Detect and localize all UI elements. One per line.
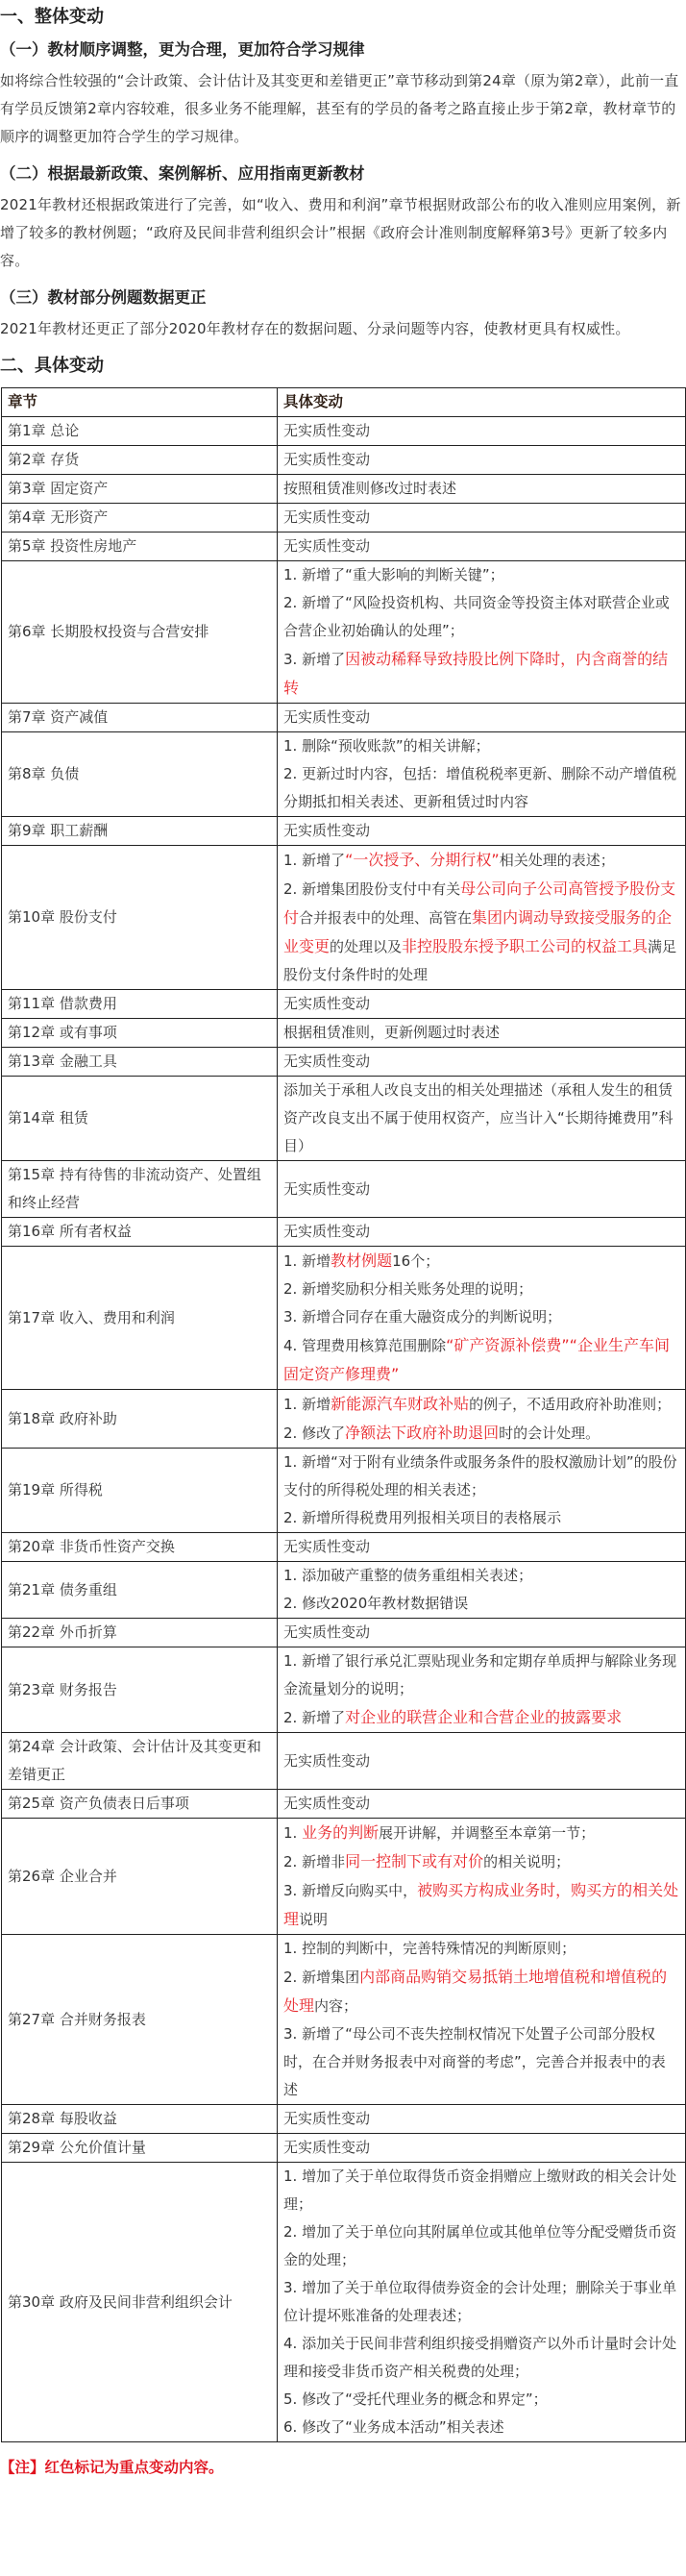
change-text: 3. 新增反向购买中， — [283, 1882, 418, 1899]
change-cell — [278, 1449, 686, 1533]
change-text: 说明 — [299, 1911, 329, 1928]
change-text: 2. 新增了 — [283, 1709, 346, 1726]
change-text: 无实质性变动 — [283, 2110, 371, 2127]
change-item — [283, 1876, 679, 1934]
table-row — [2, 1161, 686, 1218]
subsection-2-body: 2021年教材还根据政策进行了完善，如“收入、费用和利润”章节根据财政部公布的收入准则应用案例，新增了较多的教材例题；“政府及民间非营利组织会计”根据《政府会计准则制度解释第3号》更新了较多内容。 — [0, 196, 681, 269]
change-item — [283, 2330, 679, 2386]
chapter-cell: 第22章 外币折算 — [2, 1619, 278, 1647]
change-text: 2. 新增集团股份支付中有关 — [283, 880, 461, 898]
change-item — [283, 1935, 679, 1963]
change-text: 2. 新增所得税费用列报相关项目的表格展示 — [283, 1509, 562, 1526]
chapter-cell: 第4章 无形资产 — [2, 504, 278, 533]
change-cell — [278, 1161, 686, 1218]
change-text: 的处理以及 — [330, 938, 403, 955]
chapter-cell: 第3章 固定资产 — [2, 475, 278, 504]
change-item — [283, 1419, 679, 1448]
chapter-cell: 第20章 非货币性资产交换 — [2, 1533, 278, 1562]
change-cell — [278, 2105, 686, 2134]
chapter-cell: 第24章 会计政策、会计估计及其变更和差错更正 — [2, 1733, 278, 1790]
change-item — [283, 1449, 679, 1504]
change-item — [283, 1276, 679, 1303]
change-text: 2. 修改2020年教材数据错误 — [283, 1595, 469, 1612]
table-row — [2, 533, 686, 561]
change-item — [283, 1077, 679, 1160]
subsection-3-title: （三）教材部分例题数据更正 — [0, 288, 207, 307]
table-row — [2, 504, 686, 533]
change-item — [283, 1562, 679, 1590]
change-text: 3. 新增了“母公司不丧失控制权情况下处置子公司部分股权时，在合并财务报表中对商誉的考虑”，完善合并报表中的表述 — [283, 2025, 666, 2098]
change-text: 的例子，不适用政府补助准则； — [469, 1396, 672, 1413]
change-item — [283, 1703, 679, 1732]
change-item — [283, 1504, 679, 1532]
chapter-cell: 第28章 每股收益 — [2, 2105, 278, 2134]
change-cell — [278, 1533, 686, 1562]
table-row — [2, 704, 686, 732]
chapter-cell: 第6章 长期股权投资与合营安排 — [2, 561, 278, 704]
change-text: 1. 新增“对于附有业绩条件或服务条件的股权激励计划”的股份支付的所得税处理的相关表述； — [283, 1453, 677, 1499]
change-text: 无实质性变动 — [283, 1223, 371, 1240]
table-row — [2, 1077, 686, 1161]
change-item — [283, 2105, 679, 2133]
change-cell — [278, 1935, 686, 2105]
change-item — [283, 1819, 679, 1847]
table-row — [2, 2134, 686, 2163]
change-text: 16个； — [392, 1252, 440, 1270]
table-row — [2, 990, 686, 1019]
change-cell — [278, 990, 686, 1019]
change-cell — [278, 446, 686, 475]
chapter-cell: 第25章 资产负债表日后事项 — [2, 1790, 278, 1819]
change-cell — [278, 1077, 686, 1161]
change-cell — [278, 704, 686, 732]
change-item — [283, 1176, 679, 1203]
table-row — [2, 2105, 686, 2134]
table-row — [2, 2163, 686, 2442]
highlighted-change-text: 非控股股东授予职工公司的权益工具 — [402, 937, 649, 955]
chapter-cell: 第14章 租赁 — [2, 1077, 278, 1161]
change-item — [283, 1747, 679, 1775]
change-item — [283, 2163, 679, 2218]
chapter-cell: 第5章 投资性房地产 — [2, 533, 278, 561]
header-changes: 具体变动 — [278, 388, 686, 417]
change-cell — [278, 504, 686, 533]
change-item — [283, 1619, 679, 1647]
change-cell — [278, 533, 686, 561]
table-row — [2, 1449, 686, 1533]
change-item — [283, 1303, 679, 1331]
header-chapter: 章节 — [2, 388, 278, 417]
change-text: 4. 管理费用核算范围删除 — [283, 1337, 447, 1354]
highlighted-change-text: 因被动稀释导致持股比例下降时，内含商誉的结转 — [283, 650, 669, 697]
change-item — [283, 1247, 679, 1276]
change-cell — [278, 817, 686, 846]
change-text: 的相关说明； — [483, 1853, 571, 1870]
change-text: 无实质性变动 — [283, 822, 371, 839]
chapter-cell: 第23章 财务报告 — [2, 1647, 278, 1733]
chapter-cell: 第2章 存货 — [2, 446, 278, 475]
change-text: 根据租赁准则，更新例题过时表述 — [283, 1024, 501, 1041]
table-row — [2, 1019, 686, 1048]
change-text: 合并报表中的处理、高管在 — [299, 909, 473, 927]
chapter-cell: 第30章 政府及民间非营利组织会计 — [2, 2163, 278, 2442]
change-text: 1. 增加了关于单位取得货币资金捐赠应上缴财政的相关会计处理； — [283, 2167, 677, 2213]
table-row — [2, 1218, 686, 1247]
table-row — [2, 1790, 686, 1819]
chapter-cell: 第29章 公允价值计量 — [2, 2134, 278, 2163]
highlighted-change-text: 内部商品购销交易抵销土地增值税和增值税的处理 — [283, 1968, 668, 2015]
highlighted-change-text: 母公司向子公司高管授予股份支付 — [283, 879, 676, 927]
table-row — [2, 1247, 686, 1390]
change-text: 无实质性变动 — [283, 995, 371, 1012]
chapter-cell: 第18章 政府补助 — [2, 1390, 278, 1449]
chapter-cell: 第12章 或有事项 — [2, 1019, 278, 1048]
change-item — [283, 1019, 679, 1047]
highlighted-change-text: 业务的判断 — [302, 1823, 380, 1842]
change-cell — [278, 561, 686, 704]
chapter-cell: 第19章 所得税 — [2, 1449, 278, 1533]
table-row — [2, 1048, 686, 1077]
change-item — [283, 760, 679, 816]
change-text: 4. 添加关于民间非营利组织接受捐赠资产以外币计量时会计处理和接受非货币资产相关税费的处理； — [283, 2335, 677, 2380]
change-text: 无实质性变动 — [283, 537, 371, 555]
change-text: 展开讲解，并调整至本章第一节； — [379, 1824, 596, 1842]
highlighted-change-text: “一次授予、分期行权” — [345, 851, 500, 869]
change-item — [283, 1390, 679, 1419]
change-item — [283, 732, 679, 760]
chapter-cell: 第8章 负债 — [2, 732, 278, 817]
change-item — [283, 2134, 679, 2162]
change-text: 3. 新增合同存在重大融资成分的判断说明； — [283, 1308, 562, 1325]
change-cell — [278, 1819, 686, 1935]
change-text: 无实质性变动 — [283, 1053, 371, 1070]
change-text: 无实质性变动 — [283, 508, 371, 526]
table-row — [2, 446, 686, 475]
change-item — [283, 1963, 679, 2020]
change-text: 无实质性变动 — [283, 2139, 371, 2156]
table-row — [2, 1562, 686, 1619]
change-text: 2. 新增了“风险投资机构、共同资金等投资主体对联营企业或合营企业初始确认的处理”； — [283, 594, 670, 639]
change-text: 3. 增加了关于单位取得债券资金的会计处理；删除关于事业单位计提坏账准备的处理表述； — [283, 2279, 677, 2324]
chapter-cell: 第1章 总论 — [2, 417, 278, 446]
highlighted-change-text: 净额法下政府补助退回 — [345, 1424, 500, 1442]
change-item — [283, 2274, 679, 2330]
highlighted-change-text: “矿产资源补偿费”“企业生产车间固定资产修理费” — [283, 1336, 670, 1383]
subsection-1-title: （一）教材顺序调整，更为合理，更加符合学习规律 — [0, 40, 365, 59]
change-text: 1. 删除“预收账款”的相关讲解； — [283, 737, 490, 755]
change-item — [283, 446, 679, 474]
change-text: 按照租赁准则修改过时表述 — [283, 480, 457, 497]
table-row — [2, 475, 686, 504]
change-text: 内容； — [314, 1997, 358, 2015]
chapter-cell: 第15章 持有待售的非流动资产、处置组和终止经营 — [2, 1161, 278, 1218]
change-cell — [278, 1390, 686, 1449]
change-text: 1. 添加破产重整的债务重组相关表述； — [283, 1567, 533, 1584]
change-text: 1. 新增 — [283, 1252, 331, 1270]
change-cell — [278, 1790, 686, 1819]
chapter-cell: 第16章 所有者权益 — [2, 1218, 278, 1247]
change-cell — [278, 1048, 686, 1077]
subsection-3-body: 2021年教材还更正了部分2020年教材存在的数据问题、分录问题等内容，使教材更具有权威性。 — [0, 320, 630, 337]
chapter-cell: 第7章 资产减值 — [2, 704, 278, 732]
table-row — [2, 1733, 686, 1790]
chapter-cell: 第21章 债务重组 — [2, 1562, 278, 1619]
change-text: 无实质性变动 — [283, 1538, 371, 1555]
change-item — [283, 589, 679, 645]
change-item — [283, 1847, 679, 1876]
table-row — [2, 817, 686, 846]
section-2-title: 二、具体变动 — [0, 356, 104, 376]
change-text: 无实质性变动 — [283, 708, 371, 726]
change-text: 1. 新增 — [283, 1396, 331, 1413]
change-cell — [278, 1218, 686, 1247]
change-text: 无实质性变动 — [283, 451, 371, 468]
change-text: 6. 修改了“业务成本活动”相关表述 — [283, 2418, 504, 2436]
highlighted-change-text: 新能源汽车财政补贴 — [331, 1395, 470, 1413]
change-text: 添加关于承租人改良支出的相关处理描述（承租人发生的租赁资产改良支出不属于使用权资产，应当计入“长期待摊费用”科目） — [283, 1081, 674, 1154]
change-text: 1. — [283, 1824, 303, 1842]
table-row — [2, 1533, 686, 1562]
change-item — [283, 875, 679, 989]
change-text: 5. 修改了“受托代理业务的概念和界定”； — [283, 2390, 548, 2408]
change-item — [283, 504, 679, 532]
footnote: 【注】红色标记为重点变动内容。 — [0, 2459, 224, 2476]
table-row — [2, 1935, 686, 2105]
table-row — [2, 732, 686, 817]
highlighted-change-text: 被购买方构成业务时，购买方的相关处理 — [283, 1881, 679, 1928]
change-item — [283, 2218, 679, 2274]
change-cell — [278, 2134, 686, 2163]
change-cell — [278, 732, 686, 817]
change-item — [283, 1048, 679, 1076]
change-item — [283, 1590, 679, 1618]
change-cell — [278, 417, 686, 446]
change-item — [283, 817, 679, 845]
change-text: 1. 新增了“重大影响的判断关键”； — [283, 566, 504, 583]
change-text: 无实质性变动 — [283, 1795, 371, 1812]
change-text: 2. 更新过时内容，包括：增值税税率更新、删除不动产增值税分期抵扣相关表述、更新租赁过时内容 — [283, 765, 677, 810]
change-text: 3. 新增了 — [283, 651, 346, 668]
change-cell — [278, 1647, 686, 1733]
chapter-cell: 第13章 金融工具 — [2, 1048, 278, 1077]
highlighted-change-text: 同一控制下或有对价 — [345, 1852, 484, 1870]
change-cell — [278, 1562, 686, 1619]
subsection-2-title: （二）根据最新政策、案例解析、应用指南更新教材 — [0, 164, 365, 183]
change-item — [283, 1218, 679, 1246]
change-text: 1. 新增了银行承兑汇票贴现业务和定期存单质押与解除业务现金流量划分的说明； — [283, 1652, 677, 1697]
change-cell — [278, 1619, 686, 1647]
change-text: 2. 新增集团 — [283, 1969, 360, 1986]
chapter-cell: 第9章 职工薪酬 — [2, 817, 278, 846]
change-cell — [278, 475, 686, 504]
change-item — [283, 990, 679, 1018]
chapter-cell: 第17章 收入、费用和利润 — [2, 1247, 278, 1390]
table-row — [2, 1819, 686, 1935]
table-row — [2, 846, 686, 990]
table-body — [2, 417, 686, 2442]
change-text: 无实质性变动 — [283, 1179, 371, 1198]
change-item — [283, 1331, 679, 1389]
highlighted-change-text: 集团内调动导致接受服务的企业变更 — [283, 908, 673, 955]
change-text: 1. 控制的判断中，完善特殊情况的判断原则； — [283, 1940, 576, 1957]
section-1-title: 一、整体变动 — [0, 7, 104, 27]
highlighted-change-text: 对企业的联营企业和合营企业的披露要求 — [345, 1708, 623, 1726]
chapter-cell: 第27章 合并财务报表 — [2, 1935, 278, 2105]
change-cell — [278, 2163, 686, 2442]
subsection-1-body: 如将综合性较强的“会计政策、会计估计及其变更和差错更正”章节移动到第24章（原为第2章），此前一直有学员反馈第2章内容较难，很多业务不能理解，甚至有的学员的备考之路直接止步于第2章，教材章节的顺序的调整更加符合学生的学习规律。 — [0, 72, 679, 145]
change-text: 1. 新增了 — [283, 852, 346, 869]
change-item — [283, 475, 679, 503]
change-item — [283, 533, 679, 560]
change-text: 无实质性变动 — [283, 1623, 371, 1641]
change-item — [283, 1533, 679, 1561]
table-row — [2, 417, 686, 446]
change-text: 2. 新增奖励积分相关账务处理的说明； — [283, 1280, 533, 1298]
changes-table — [1, 387, 686, 2442]
change-item — [283, 561, 679, 589]
change-text: 满足股份支付条件时的处理 — [283, 938, 677, 983]
change-item — [283, 2020, 679, 2104]
change-text: 无实质性变动 — [283, 422, 371, 439]
change-text: 相关处理的表述； — [499, 852, 615, 869]
change-cell — [278, 1247, 686, 1390]
chapter-cell: 第10章 股份支付 — [2, 846, 278, 990]
table-row — [2, 561, 686, 704]
table-row — [2, 1619, 686, 1647]
change-item — [283, 645, 679, 703]
change-cell — [278, 1733, 686, 1790]
change-text: 2. 修改了 — [283, 1424, 346, 1442]
change-item — [283, 2386, 679, 2414]
change-text: 2. 增加了关于单位向其附属单位或其他单位等分配受赠货币资金的处理； — [283, 2223, 677, 2268]
highlighted-change-text: 教材例题 — [331, 1251, 393, 1270]
change-item — [283, 846, 679, 875]
chapter-cell: 第26章 企业合并 — [2, 1819, 278, 1935]
change-item — [283, 2414, 679, 2441]
table-header-row — [2, 388, 686, 417]
change-item — [283, 1647, 679, 1703]
table-row — [2, 1647, 686, 1733]
change-cell — [278, 846, 686, 990]
chapter-cell: 第11章 借款费用 — [2, 990, 278, 1019]
change-item — [283, 417, 679, 445]
change-item — [283, 1790, 679, 1818]
table-row — [2, 1390, 686, 1449]
change-item — [283, 704, 679, 731]
change-cell — [278, 1019, 686, 1048]
change-text: 2. 新增非 — [283, 1853, 346, 1870]
change-text: 无实质性变动 — [283, 1751, 371, 1770]
change-text: 时的会计处理。 — [499, 1424, 600, 1442]
